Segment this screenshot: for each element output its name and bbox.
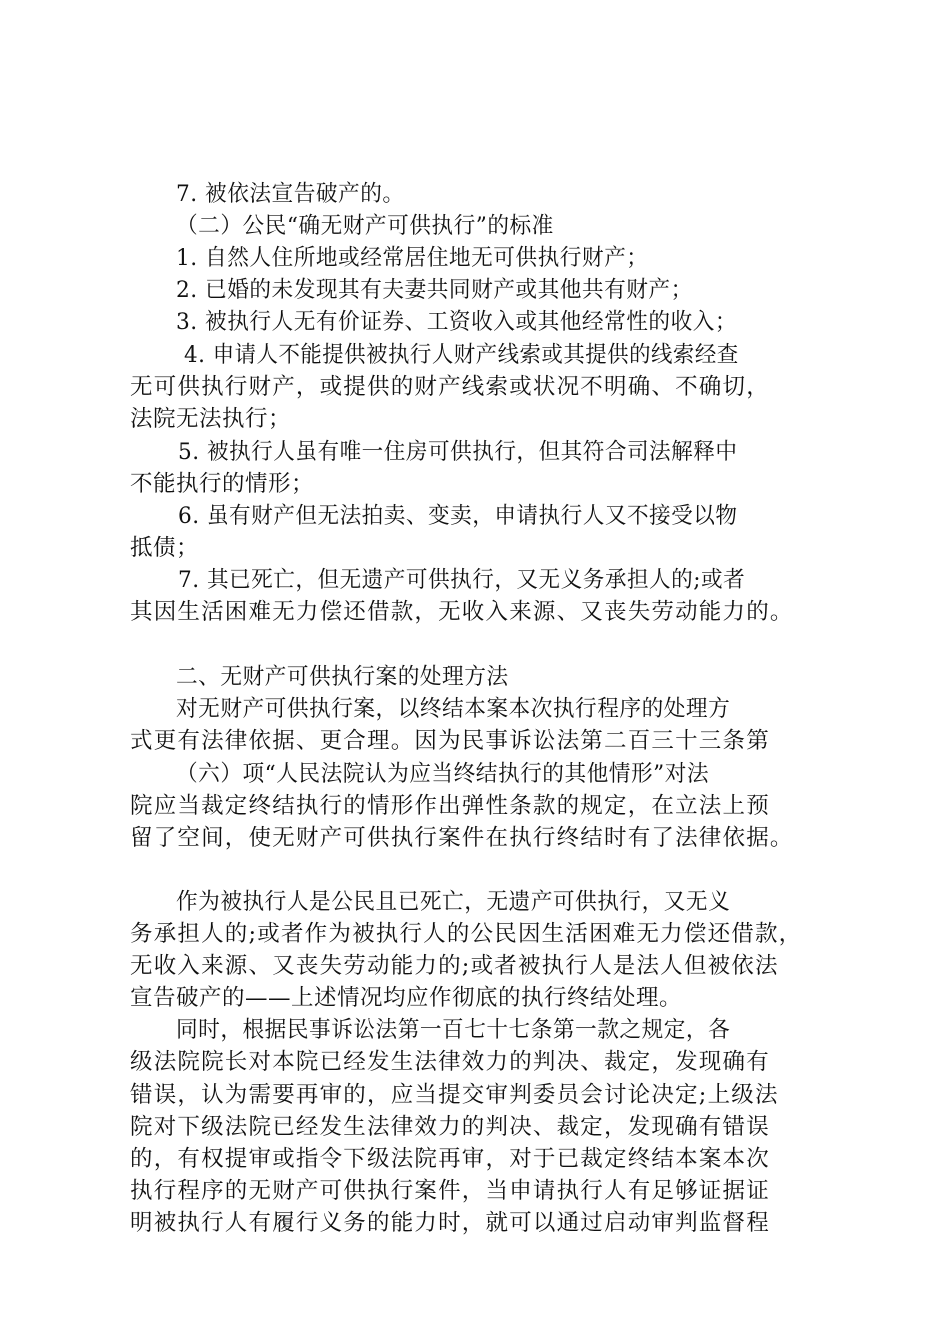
section-heading: 二、无财产可供执行案的处理方法: [176, 664, 509, 690]
text-line: 4. 申请人不能提供被执行人财产线索或其提供的线索经查: [184, 342, 739, 368]
text-line: 抵债；: [130, 535, 200, 561]
text-line: 务承担人的;或者作为被执行人的公民因生活困难无力偿还借款，: [130, 921, 803, 947]
text-line: 院对下级法院已经发生法律效力的判决、裁定，发现确有错误: [130, 1114, 770, 1140]
text-line: 其因生活困难无力偿还借款，无收入来源、又丧失劳动能力的。: [130, 599, 794, 625]
text-line: 7. 其已死亡，但无遗产可供执行，又无义务承担人的;或者: [178, 567, 746, 593]
text-line: 法院无法执行；: [130, 406, 292, 432]
text-line: 作为被执行人是公民且已死亡，无遗产可供执行，又无义: [176, 889, 731, 915]
text-line: 同时，根据民事诉讼法第一百七十七条第一款之规定，各: [176, 1017, 731, 1043]
text-line: 明被执行人有履行义务的能力时，就可以通过启动审判监督程: [130, 1210, 770, 1236]
text-line: 5. 被执行人虽有唯一住房可供执行，但其符合司法解释中: [178, 439, 738, 465]
text-line: 级法院院长对本院已经发生法律效力的判决、裁定，发现确有: [130, 1049, 770, 1075]
text-line: 3. 被执行人无有价证券、工资收入或其他经常性的收入；: [176, 309, 738, 335]
text-line: （六）项“人民法院认为应当终结执行的其他情形”对法: [176, 761, 710, 787]
text-line: 执行程序的无财产可供执行案件，当申请执行人有足够证据证: [130, 1178, 770, 1204]
text-line: 留了空间，使无财产可供执行案件在执行终结时有了法律依据。: [130, 825, 794, 851]
text-line: 7. 被依法宣告破产的。: [176, 181, 405, 207]
text-line: 2. 已婚的未发现其有夫妻共同财产或其他共有财产；: [176, 277, 693, 303]
text-line: 无可供执行财产，或提供的财产线索或状况不明确、不确切，: [130, 374, 770, 400]
text-line: 1. 自然人住所地或经常居住地无可供执行财产；: [176, 245, 649, 271]
text-line: 院应当裁定终结执行的情形作出弹性条款的规定，在立法上预: [130, 793, 770, 819]
text-line: 无收入来源、又丧失劳动能力的;或者被执行人是法人但被依法: [130, 953, 779, 979]
text-line: 对无财产可供执行案，以终结本案本次执行程序的处理方: [176, 696, 731, 722]
text-line: 宣告破产的——上述情况均应作彻底的执行终结处理。: [130, 985, 683, 1011]
section-heading: （二）公民“确无财产可供执行”的标准: [176, 213, 554, 239]
text-line: 的，有权提审或指令下级法院再审，对于已裁定终结本案本次: [130, 1146, 770, 1172]
text-line: 6. 虽有财产但无法拍卖、变卖，申请执行人又不接受以物: [178, 503, 738, 529]
text-line: 不能执行的情形；: [130, 471, 315, 497]
text-line: 式更有法律依据、更合理。因为民事诉讼法第二百三十三条第: [130, 728, 770, 754]
text-line: 错误，认为需要再审的，应当提交审判委员会讨论决定;上级法: [130, 1082, 779, 1108]
